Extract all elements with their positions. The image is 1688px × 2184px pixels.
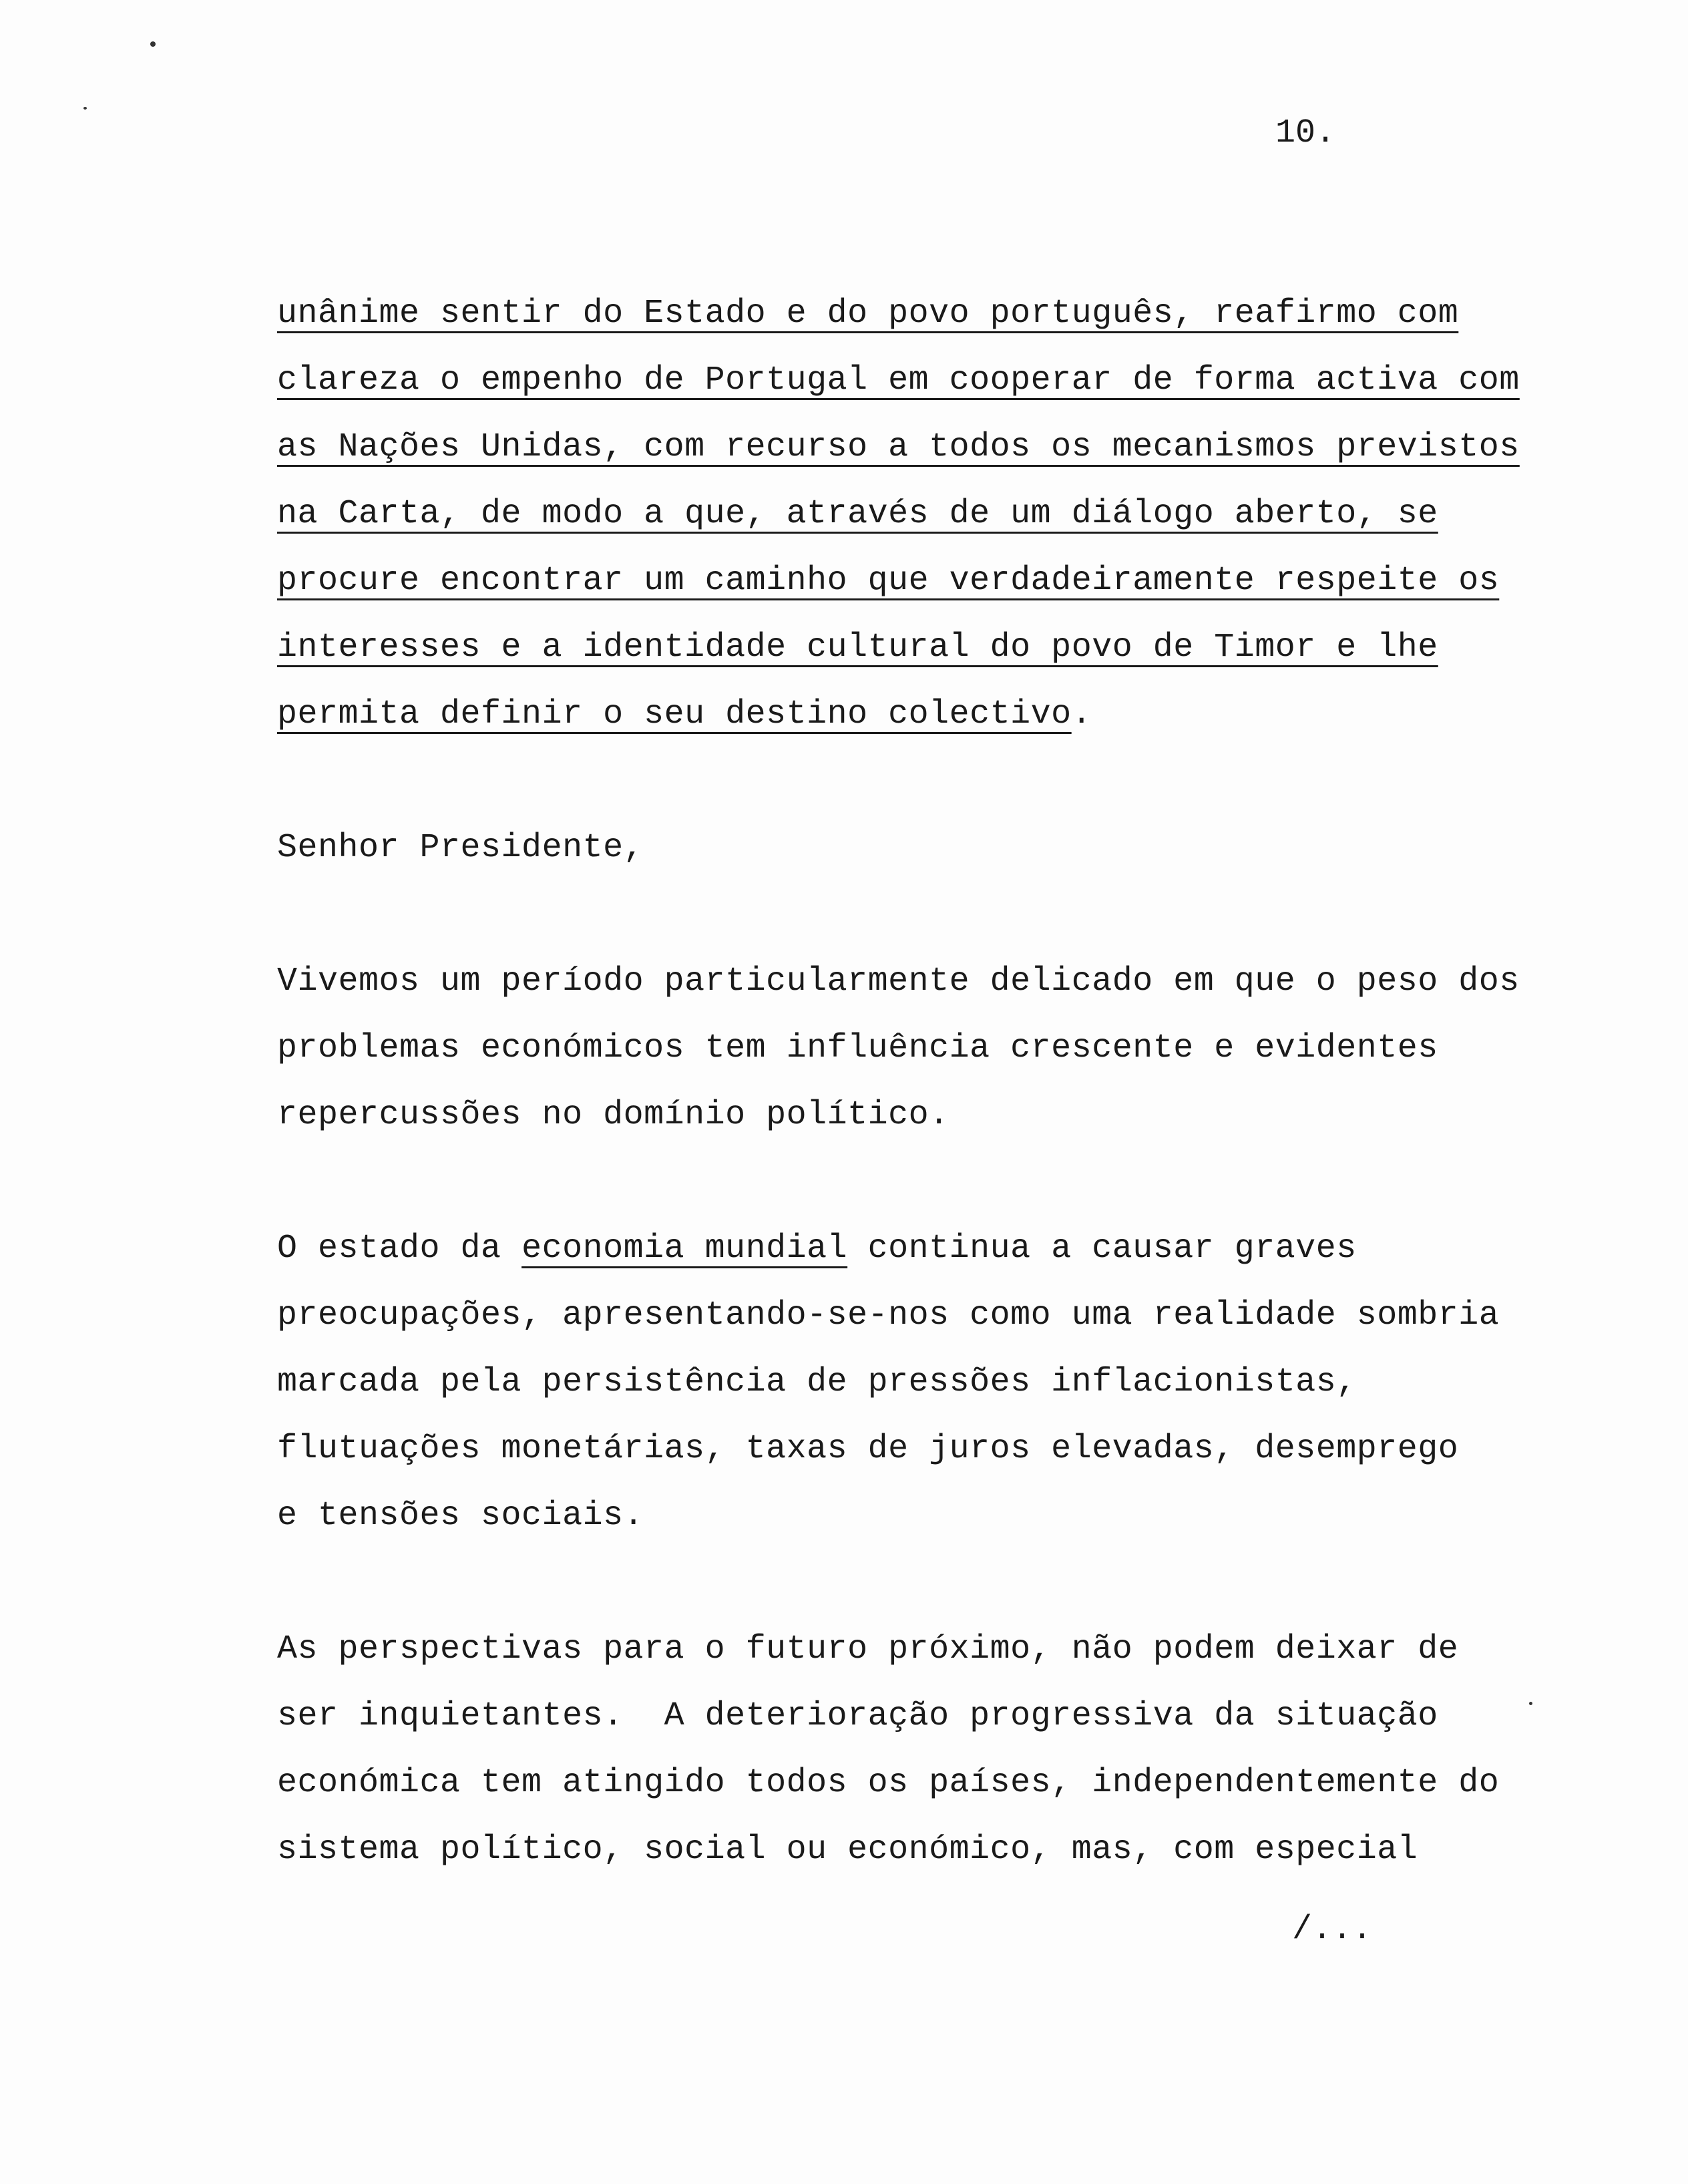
- text-line: Senhor Presidente,: [277, 829, 644, 867]
- text-line: [277, 681, 1512, 748]
- underlined-text: unânime sentir do Estado e do povo português, reafirmo com: [277, 295, 1459, 333]
- text-line: ser inquietantes. A deterioração progressiva da situação: [277, 1697, 1438, 1735]
- underlined-text: as Nações Unidas, com recurso a todos os mecanismos previstos: [277, 428, 1520, 466]
- text-line: flutuações monetárias, taxas de juros elevadas, desemprego: [277, 1430, 1459, 1468]
- underlined-text: clareza o empenho de Portugal em cooperar de forma activa com: [277, 361, 1520, 399]
- text-line: e tensões sociais.: [277, 1497, 644, 1535]
- line-ending: .: [1071, 695, 1092, 733]
- text-line: Vivemos um período particularmente delicado em que o peso dos: [277, 962, 1520, 1000]
- text-line: marcada pela persistência de pressões inflacionistas,: [277, 1363, 1357, 1401]
- salutation: [277, 815, 1512, 882]
- underlined-text: economia mundial: [521, 1230, 848, 1268]
- paragraph-world-economy: [277, 1216, 1512, 1550]
- continuation-marker: /...: [1292, 1911, 1373, 1949]
- scan-speck: [150, 41, 156, 47]
- text-line: As perspectivas para o futuro próximo, não podem deixar de: [277, 1630, 1459, 1668]
- text-line: sistema político, social ou económico, mas, com especial: [277, 1831, 1418, 1869]
- paragraph-future-outlook: [277, 1616, 1512, 1883]
- text-line: [277, 548, 1512, 614]
- page-number: 10.: [1275, 114, 1336, 152]
- scan-speck: [83, 107, 87, 110]
- line-ending: continua a causar graves: [847, 1230, 1357, 1268]
- text-line: [277, 481, 1512, 548]
- text-line: preocupações, apresentando-se-nos como uma realidade sombria: [277, 1296, 1500, 1334]
- text-line: económica tem atingido todos os países, independentemente do: [277, 1764, 1500, 1802]
- scan-speck: [1529, 1702, 1532, 1705]
- text-line: problemas económicos tem influência crescente e evidentes: [277, 1029, 1438, 1067]
- underlined-text: na Carta, de modo a que, através de um diálogo aberto, se: [277, 495, 1438, 533]
- underlined-text: procure encontrar um caminho que verdadeiramente respeite os: [277, 562, 1500, 600]
- document-body: [277, 281, 1520, 1950]
- underlined-text: interesses e a identidade cultural do povo de Timor e lhe: [277, 628, 1438, 667]
- text-line: [277, 347, 1520, 414]
- line-start: O estado da: [277, 1230, 522, 1268]
- paragraph-timor: [277, 281, 1520, 748]
- text-line: [277, 414, 1520, 481]
- text-line: repercussões no domínio político.: [277, 1096, 950, 1134]
- text-line: [277, 614, 1512, 681]
- underlined-text: permita definir o seu destino colectivo: [277, 695, 1072, 733]
- text-line: [277, 281, 1512, 347]
- text-line: [277, 1216, 1512, 1282]
- paragraph-economic-period: [277, 948, 1520, 1149]
